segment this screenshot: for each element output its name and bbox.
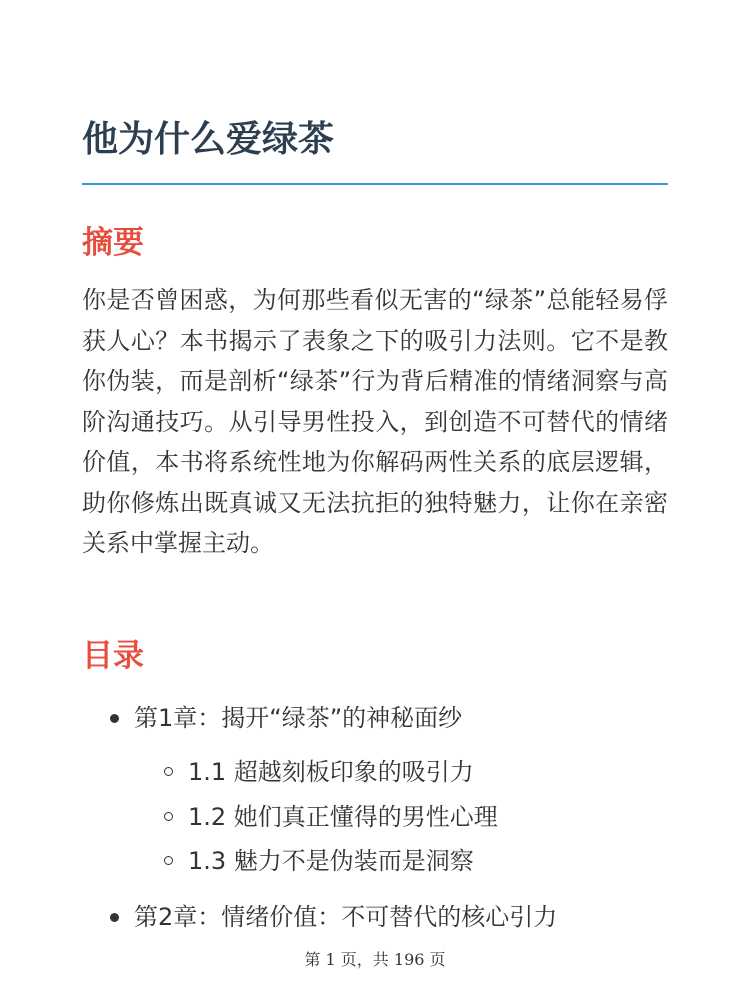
toc-section-1-2 — [188, 799, 498, 835]
abstract-heading: 摘要 — [82, 225, 144, 261]
toc-section-1-3 — [188, 843, 474, 879]
page-number-footer: 第 1 页，共 196 页 — [304, 950, 446, 969]
toc-section-label: 1.2 她们真正懂得的男性心理 — [188, 803, 498, 831]
toc-chapter-label: 第2章：情绪价值：不可替代的核心引力 — [134, 903, 558, 931]
abstract-text: 你是否曾困惑，为何那些看似无害的“绿茶”总能轻易俘获人心？本书揭示了表象之下的吸引力法则。它不是教你伪装，而是剖析“绿茶”行为背后精准的情绪洞察与高阶沟通技巧。从引导男性投入，到创造不可替代的情绪价值，本书将系统性地为你解码两性关系的底层逻辑，助你修炼出既真诚又无法抗拒的独特魅力，让你在亲密关系中掌握主动。 — [82, 286, 668, 557]
toc-chapter-1 — [134, 700, 462, 736]
toc-section-label: 1.3 魅力不是伪装而是洞察 — [188, 847, 474, 875]
toc-chapter-2 — [134, 899, 557, 935]
toc-heading: 目录 — [82, 638, 144, 674]
bullet-circle-icon — [164, 812, 173, 821]
bullet-dot-icon — [110, 913, 119, 922]
title-divider — [82, 183, 668, 185]
document-title: 他为什么爱绿茶 — [82, 119, 335, 160]
bullet-circle-icon — [164, 856, 173, 865]
bullet-dot-icon — [110, 714, 119, 723]
toc-section-1-1 — [188, 754, 474, 790]
bullet-circle-icon — [164, 767, 173, 776]
document-page — [82, 0, 668, 1000]
toc-section-label: 1.1 超越刻板印象的吸引力 — [188, 758, 474, 786]
toc-chapter-label: 第1章：揭开“绿茶”的神秘面纱 — [134, 704, 463, 732]
